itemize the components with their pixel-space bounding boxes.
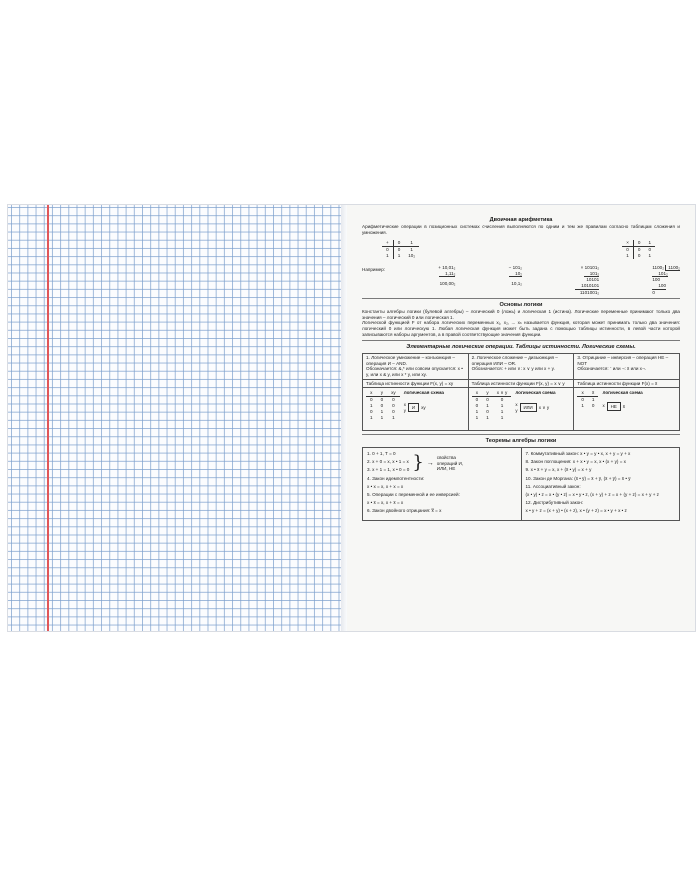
or-gate [515,402,555,414]
theorem-item: 1. 0 + 1, Т = 0 [367,451,396,457]
not-truth-block [574,388,679,430]
table-cell: 1 [410,247,413,253]
table-cell: × [622,240,633,247]
table-cell: 0 [486,397,489,403]
table-cell: 0 [397,247,401,253]
truth-titles [362,380,680,389]
theorem-item: 2. x + 0 = x, x • 1 = x [367,459,409,465]
table-cell: 1 [380,409,384,415]
gate-box: ИЛИ [520,403,537,413]
table-cell: 1 [404,240,419,247]
partial-1: 10101 [586,277,600,283]
divider [362,434,680,435]
result: 0 [652,289,655,295]
table-cell: 0 [633,240,644,247]
logic-paragraph-1: Константы алгебры логики (булевой алгебры) – логический 0 (ложь) и логическая 1 (истина). Логические переменные принимают только два значения – логический 0 или логическая 1. [362,309,680,320]
remainder-2: 100 [652,283,666,290]
table-cell: 0 [486,409,489,415]
binary-title: Двоичная арифметика [489,217,553,223]
notebook-spread [8,205,695,631]
op-notation: Обозначается: ˉ или ¬: x̄ или x¬. [577,366,646,372]
table-cell: 0 [591,403,595,409]
brace-icon: } [412,452,424,474]
binary-examples [362,265,680,295]
logic-title: Основы логики [499,302,543,309]
table-cell: 0 [637,247,641,253]
table-cell: 0 [380,397,384,403]
func-title: Таблица истинности функции F(x) = x̄ [577,380,658,386]
op-or-desc [469,354,575,378]
theorem-item: 8. Закон поглощения: x + x • y = x, x • (x + y) = x [525,459,626,465]
table-cell: 0 [581,397,584,403]
table-cell: 0 [475,403,479,409]
gate-box: НЕ [607,402,621,412]
addition-table [382,240,419,259]
and-gate [404,402,444,414]
theorem-item: 5. Операции с переменной и ее инверсией: [367,492,460,498]
theorems-box [362,447,680,521]
grid-page [8,205,341,631]
multiplication-table [622,240,655,259]
table-cell: 0 [475,397,479,403]
theorems-right [522,448,680,520]
dividend: 1100₂ [652,265,665,271]
table-cell: x [472,390,483,397]
table-cell: 1 [622,253,633,259]
table-cell: 1 [644,240,655,247]
op-tables [362,240,680,259]
func-title: Таблица истинности функции F(x, y) = xy [363,380,469,388]
op-notation: Обозначается: &,* или совсем опускается: x • y, или x & y, или x * y, или xy. [366,366,463,377]
result: 1101001₂ [579,289,600,295]
operand-b: 10₂ [509,271,522,278]
gate-input: x [515,401,518,407]
op-sign: + [438,265,441,271]
table-cell: 0 [370,409,373,415]
brace-note: свойства операций И, ИЛИ, НЕ [436,454,464,472]
op-desc: 1. Логическое умножение – конъюнкция – операция И – AND. [366,355,455,366]
table-cell: 1 [380,415,384,421]
table-cell: 1 [475,409,479,415]
table-cell: 1 [475,415,479,421]
table-cell: y [377,390,388,397]
theorem-item: 11. Ассоциативный закон: [525,483,581,489]
theorem-item: 4. Закон идемпотентности: [367,475,425,481]
logic-paragraph-2: Логической функцией F от набора логических переменных x₁, x₂, ... xₙ называется функция, которая может принимать только два значения: логический 0 или логическую 1. Любая логическая функция может быть задана с помощью таблицы истинности, в левой части которой записываются наборы аргументов, а в правой соответствующие значения функции. [362,320,680,337]
table-cell: y [482,390,493,397]
remainder-1: 100 [652,277,661,283]
theorem-item: 12. Дистрибутивный закон: [525,500,584,506]
result: 100,00₂ [439,281,456,287]
scheme-label: логическая схема [602,390,643,396]
result: 10,1₂ [511,281,523,287]
example-multiplication [575,265,599,295]
table-cell: 0 [380,403,384,409]
table-cell: x̄ [588,390,599,397]
table-cell: x [577,390,588,397]
table-cell: 1 [397,253,401,259]
op-not-desc [574,354,679,378]
example-label: Например: [362,267,386,273]
table-cell: 1 [591,397,595,403]
table-cell: 1 [382,253,393,259]
or-scheme [515,390,555,414]
margin-line [47,205,49,631]
op-sign: − [508,265,512,271]
table-cell: 1 [370,403,373,409]
table-cell: 1 [648,253,651,259]
theorem-item: 9. x • x̄ + y = x, x + (x̄ • y) = x + y [525,467,592,473]
theorems-left [363,448,522,520]
reference-page [347,205,695,631]
gate-box: И [408,403,419,413]
gate-input: x [602,403,605,409]
table-cell: 0 [392,409,395,415]
and-scheme [404,390,444,414]
binary-intro: Арифметические операции в позиционных системах счисления выполняются по одним и тем же правилам согласно таблицам сложения и умножения. [362,224,680,235]
table-cell: 0 [392,397,395,403]
table-cell: 1 [486,403,489,409]
reference-content [362,217,680,521]
table-cell: + [382,240,393,247]
or-truth-block [469,388,575,430]
table-cell: 0 [392,403,395,409]
op-sign: × [580,265,584,271]
gate-output: xy [421,404,426,410]
operations-descriptions [362,353,680,379]
example-addition [438,265,455,295]
op-desc: 2. Логическое сложение – дизъюнкция – операция ИЛИ – OR. [471,355,558,366]
or-truth-table [472,390,512,421]
gate-output: x ∨ y [538,404,550,410]
table-cell: xy [387,390,400,397]
gate-input: y [403,407,406,413]
gate-output: x̄ [622,403,626,409]
table-cell: 1 [486,415,489,421]
theorem-item: 7. Коммутативный закон: x • y = y • x, x + y = y + x [525,451,631,457]
divider [362,340,680,341]
table-cell: 1 [581,403,584,409]
and-truth-block [363,388,469,430]
table-cell: 1 [370,415,373,421]
theorem-item: 6. Закон двойного отрицания: x̿ = x [367,508,442,514]
not-scheme [602,390,642,411]
arrow-icon: → [426,459,434,467]
table-cell: 1 [500,403,504,409]
op-notation: Обозначается: + или ∨: x ∨ y или x + y. [471,366,555,372]
scheme-label: логическая схема [515,390,556,396]
table-cell: x [366,390,377,397]
quotient: 101₂ [652,271,667,278]
basic-properties [367,451,517,476]
table-cell: 0 [622,247,633,254]
table-cell: x ∨ y [493,390,512,397]
divider [362,298,680,299]
not-gate [602,402,642,412]
operand-a: 10101₂ [584,265,600,271]
operand-b: 101₂ [584,271,599,278]
table-cell: 0 [648,247,651,253]
gate-input: y [515,407,518,413]
op-and-desc [363,354,469,378]
gate-input: x [403,401,406,407]
and-truth-table [366,390,400,421]
table-cell: 1 [500,409,504,415]
theorem-item: x • x = x, x + x = x [367,483,404,489]
divisor: 1100₂ [665,265,680,271]
operand-a: 101₂ [512,265,523,271]
operand-b: 1,11₂ [439,271,455,278]
table-cell: 10₂ [408,253,416,259]
table-cell: 1 [392,415,395,421]
table-cell: 0 [393,240,404,247]
theorems-title: Теоремы алгебры логики [485,438,557,445]
example-subtraction [509,265,522,295]
theorem-item: (x • y) • z = x • (y • z) = x • y • z, (x + y) + z = x + (y + z) = x + y + z [525,492,659,498]
truth-tables [362,388,680,431]
table-cell: 0 [637,253,641,259]
table-cell: 0 [382,247,393,254]
op-desc: 3. Отрицание – инверсия – операция НЕ – NOT [577,355,669,366]
elementary-title: Элементарные логические операции. Таблицы истинности. Логические схемы. [406,344,636,351]
operand-a: 10,01₂ [442,265,456,271]
table-cell: 0 [500,397,504,403]
theorem-item: 10. Закон де Моргана: (x̄ • ȳ) = x̄ + ȳ, (x̄ + ȳ) = x̄ • ȳ [525,475,631,481]
scheme-label: логическая схема [403,390,444,396]
table-cell: 0 [370,397,373,403]
not-truth-table [577,390,598,409]
theorem-item: 3. x + 1 = 1, x • 0 = 0 [367,467,410,473]
theorem-item: x • x̄ = x, x + x̄ = x [367,500,404,506]
func-title: Таблица истинности функции F(x, y) = x ∨ y [469,380,575,388]
table-cell: 1 [500,415,504,421]
partial-2: 1010101 [575,283,599,290]
theorem-item: x • y + z = (x + y) • (x + z), x • (y + z) = x • y + x • z [525,508,627,514]
example-division [652,265,680,295]
